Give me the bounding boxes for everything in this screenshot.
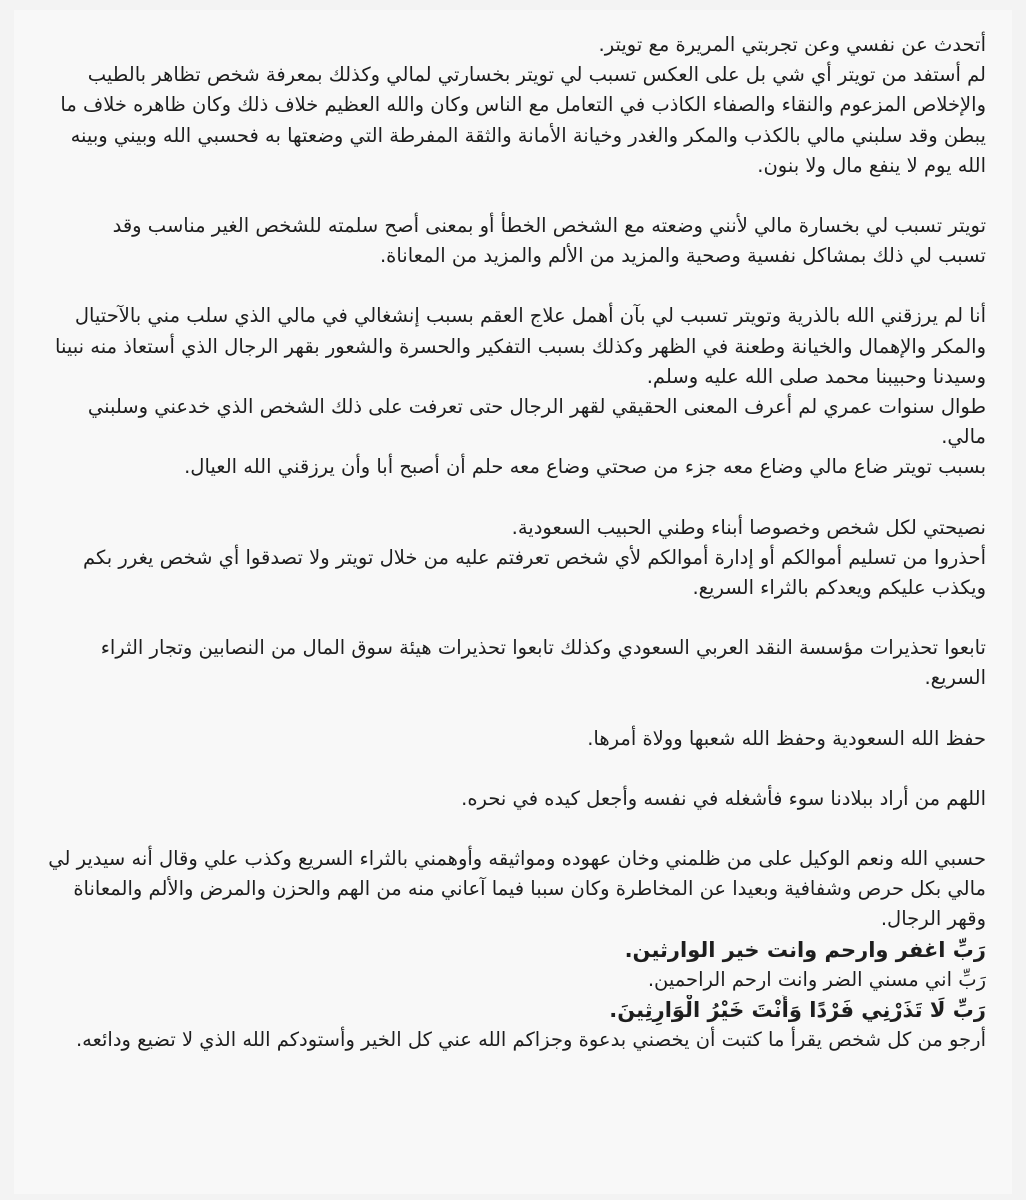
- text-line: والمكر والإهمال والخيانة وطعنة في الظهر وكذلك بسبب التفكير والحسرة والشعور بقهر الرجال الذي أستعاذ منه نبينا: [55, 334, 986, 358]
- text-line: لم أستفد من تويتر أي شي بل على العكس تسبب لي تويتر بخسارتي لمالي وكذلك بمعرفة شخص تظاهر بالطيب: [87, 63, 986, 87]
- prayer-line-3: رَبِّ لَا تَذَرْنِي فَرْدًا وَأَنْتَ خَيْرُ الْوَارِثِينَ.: [609, 998, 986, 1023]
- text-line: طوال سنوات عمري لم أعرف المعنى الحقيقي لقهر الرجال حتى تعرفت على ذلك الشخص الذي خدعني وسلبني: [87, 395, 986, 419]
- text-line: أتحدث عن نفسي وعن تجربتي المريرة مع تويتر.: [598, 33, 986, 56]
- text-line: أنا لم يرزقني الله بالذرية وتويتر تسبب لي بآن أهمل علاج العقم بسبب إنشغالي في مالي الذي سلب مني بالآحتيال: [74, 304, 986, 328]
- prayer-line-1: رَبِّ اغفر وارحم وانت خير الوارثين.: [624, 937, 986, 962]
- text-line: تسبب لي ذلك بمشاكل نفسية وصحية والمزيد من الألم والمزيد من المعاناة.: [379, 244, 986, 268]
- document-sheet: [14, 10, 1012, 1194]
- paragraph-7: [36, 784, 986, 814]
- text-line: حسبي الله ونعم الوكيل على من ظلمني وخان عهوده ومواثيقه وأوهمني بالثراء السريع وكذب علي وقال أنه سيدير لي: [48, 847, 986, 871]
- text-line: ويكذب عليكم ويعدكم بالثراء السريع.: [692, 576, 986, 600]
- text-line: وسيدنا وحبيبنا محمد صلى الله عليه وسلم.: [646, 364, 986, 388]
- paragraph-6: [36, 724, 986, 754]
- paragraph-5: [36, 633, 986, 693]
- text-line: الله يوم لا ينفع مال ولا بنون.: [757, 153, 986, 177]
- paragraph-1: [36, 30, 986, 181]
- text-line: اللهم من أراد ببلادنا سوء فأشغله في نفسه وأجعل كيده في نحره.: [461, 786, 986, 810]
- text-line: تابعوا تحذيرات مؤسسة النقد العربي السعودي وكذلك تابعوا تحذيرات هيئة سوق المال من النصابين وتجار الثراء: [100, 636, 986, 660]
- paragraph-8: [36, 844, 986, 935]
- prayer-line-2: رَبِّ اني مسني الضر وانت ارحم الراحمين.: [647, 967, 986, 991]
- text-line: مالي بكل حرص وشفافية وبعيدا عن المخاطرة وكان سببا فيما آعاني منه من الهم والحزن والمرض والألم والمعاناة: [73, 877, 986, 901]
- paragraph-spacer: [36, 754, 986, 784]
- text-line: مالي.: [941, 425, 986, 449]
- text-line: بسبب تويتر ضاع مالي وضاع معه جزء من صحتي وضاع معه حلم أن أصبح أبا وأن يرزقني الله العيال.: [184, 455, 986, 479]
- paragraph-spacer: [36, 271, 986, 301]
- paragraph-4: [36, 513, 986, 604]
- closing-line: أرجو من كل شخص يقرأ ما كتبت أن يخصني بدعوة وجزاكم الله عني كل الخير وأستودكم الله الذي لا تضيع ودائعه.: [75, 1028, 986, 1052]
- text-line: نصيحتي لكل شخص وخصوصا أبناء وطني الحبيب السعودية.: [511, 515, 986, 539]
- paragraph-spacer: [36, 483, 986, 513]
- paragraph-spacer: [36, 603, 986, 633]
- paragraph-spacer: [36, 814, 986, 844]
- text-line: تويتر تسبب لي بخسارة مالي لأنني وضعته مع الشخص الخطأ أو بمعنى أصح سلمته للشخص الغير مناسب وقد: [112, 214, 986, 238]
- prayers: [36, 935, 986, 1026]
- paragraph-spacer: [36, 181, 986, 211]
- paragraph-3: [36, 301, 986, 482]
- text-line: وقهر الرجال.: [880, 907, 986, 931]
- text-line: السريع.: [924, 666, 986, 690]
- text-line: يبطن وقد سلبني مالي بالكذب والمكر والغدر وخيانة الأمانة والثقة المفرطة التي وضعتها به فحسبي الله وبيني وبينه: [70, 123, 986, 147]
- paragraph-spacer: [36, 694, 986, 724]
- document-text: [36, 30, 986, 1055]
- paragraph-2: [36, 211, 986, 271]
- text-line: أحذروا من تسليم أموالكم أو إدارة أموالكم لأي شخص تعرفتم عليه من خلال تويتر ولا تصدقوا أي شخص يغرر بكم: [83, 545, 986, 569]
- text-line: والإخلاص المزعوم والنقاء والصفاء الكاذب في التعامل مع الناس وكان والله العظيم خلاف ذلك وكان ظاهره خلاف ما: [60, 93, 986, 117]
- text-line: حفظ الله السعودية وحفظ الله شعبها وولاة أمرها.: [587, 726, 986, 750]
